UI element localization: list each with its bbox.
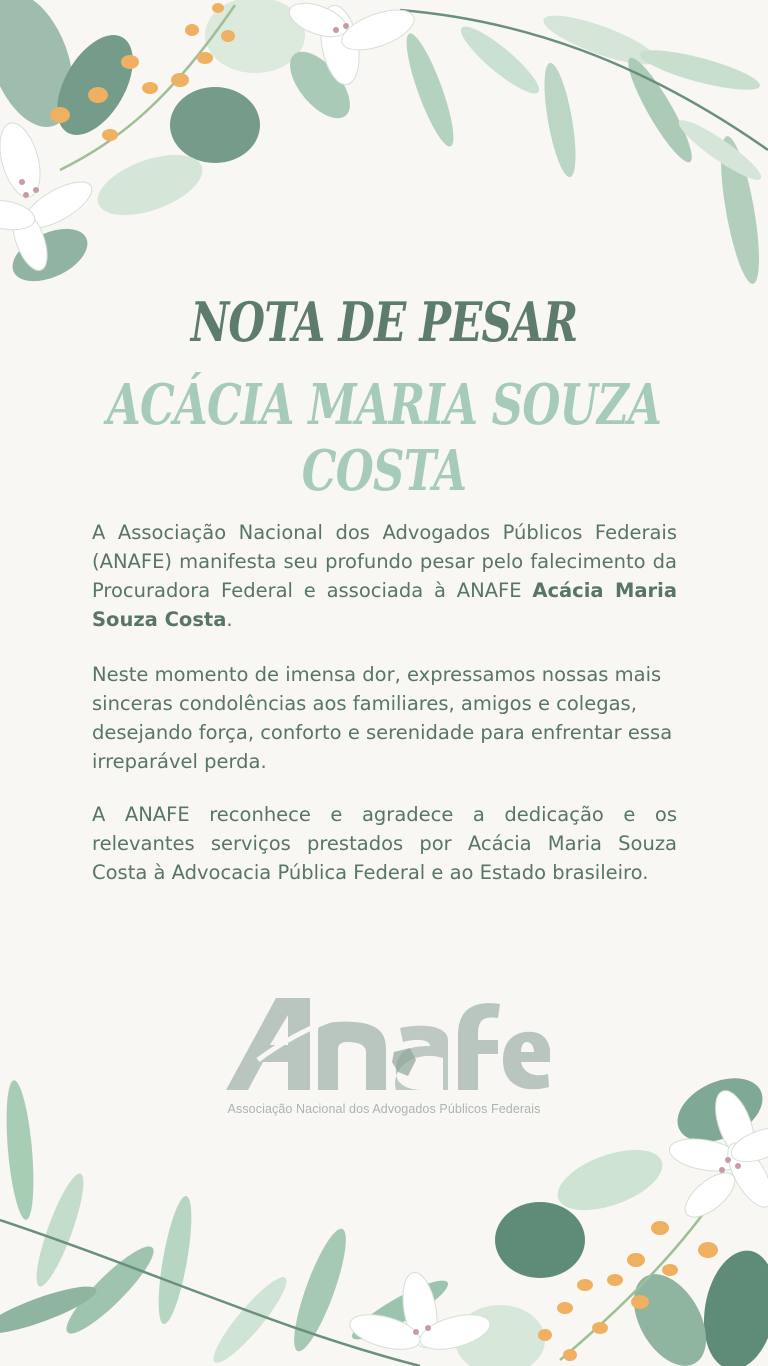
top-floral-decoration [0,0,768,300]
anafe-full-name: Associação Nacional dos Advogados Públicos Federais [227,1102,541,1116]
bottom-floral-decoration [0,1070,768,1366]
heading-deceased-name: ACÁCIA MARIA SOUZA COSTA [106,372,662,504]
deceased-name-bold: Acácia Maria Souza Costa [92,579,678,631]
heading-nota-de-pesar: NOTA DE PESAR [190,290,578,354]
paragraph-announcement-end: . [226,608,233,631]
paragraph-announcement [92,518,677,634]
paragraph-recognition: A ANAFE reconhece e agradece a dedicação e os relevantes serviços prestados por Acácia Maria Souza Costa à Advocacia Pública Federal e ao Estado brasileiro. [92,803,677,884]
paragraph-condolences: Neste momento de imensa dor, expressamos nossas mais sinceras condolências aos familiares, amigos e colegas, desejando força, conforto e serenidade para enfrentar essa irreparável perda. [92,663,673,773]
paragraph-announcement-text: A Associação Nacional dos Advogados Públicos Federais (ANAFE) manifesta seu profundo pesar pelo falecimento da Procuradora Federal e associada à ANAFE [92,521,677,602]
